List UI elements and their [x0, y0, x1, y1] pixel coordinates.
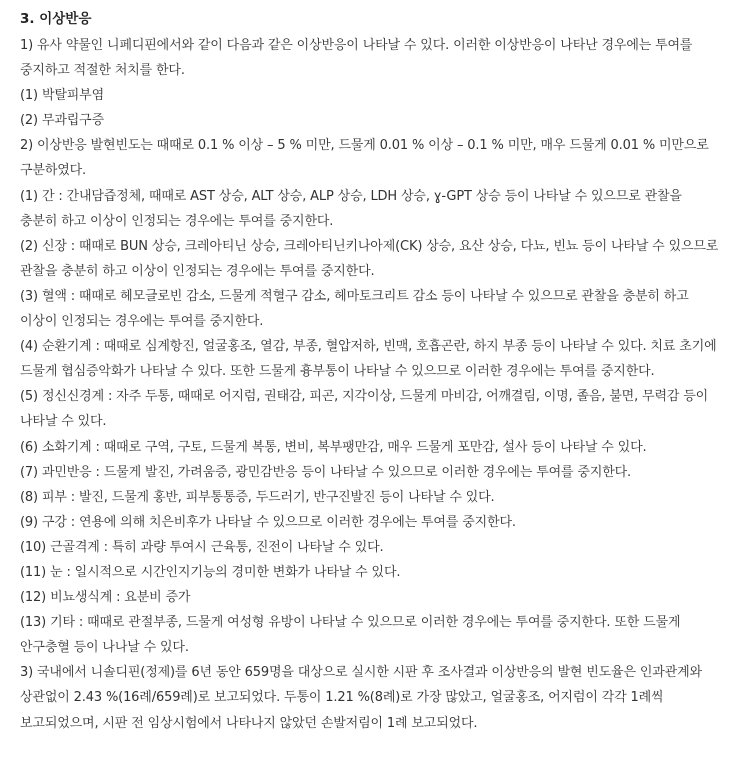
item-digestive: (6) 소화기계 : 때때로 구역, 구토, 드물게 복통, 변비, 복부팽만감, 매우 드물게 포만감, 설사 등이 나타날 수 있다. — [20, 439, 647, 455]
item-kidney: (2) 신장 : 때때로 BUN 상승, 크레아티닌 상승, 크레아티닌키나아제(CK) 상승, 요산 상승, 다뇨, 빈뇨 등이 나타날 수 있으므로 관찰을 충분히 하고 이상이 인정되는 경우에는 투여를 중지한다. — [20, 238, 719, 279]
item-urogenital: (12) 비뇨생식계 : 요분비 증가 — [20, 590, 191, 606]
para-frequency-definition: 2) 이상반응 발현빈도는 때때로 0.1 % 이상 – 5 % 미만, 드물게 0.01 % 이상 – 0.1 % 미만, 매우 드물게 0.01 % 미만으로 구분하였다. — [20, 138, 709, 179]
item-exfoliative-dermatitis: (1) 박탈피부염 — [20, 88, 104, 104]
item-neuropsychiatric: (5) 정신신경계 : 자주 두통, 때때로 어지럼, 권태감, 피곤, 지각이상, 드물게 마비감, 어깨결림, 이명, 졸음, 불면, 무력감 등이 나타날 수 있다. — [20, 389, 709, 430]
item-agranulocytosis: (2) 무과립구증 — [20, 113, 104, 129]
para-postmarketing-survey: 3) 국내에서 니솔디핀(정제)를 6년 동안 659명을 대상으로 실시한 시판 후 조사결과 이상반응의 발현 빈도율은 인과관계와 상관없이 2.43 %(16례/659례)로 보고되었다. 두통이 1.21 %(8례)로 가장 많았고, 얼굴홍조, 어지럼이 각각 1례씩 보고되었으며, 시판 전 임상시험에서 나타나지 않았던 손발저림이 1례 보고되었다. — [20, 665, 702, 731]
item-blood: (3) 혈액 : 때때로 헤모글로빈 감소, 드물게 적혈구 감소, 헤마토크리트 감소 등이 나타날 수 있으므로 관찰을 충분히 하고 이상이 인정되는 경우에는 투여를 중지한다. — [20, 288, 689, 330]
item-skin: (8) 피부 : 발진, 드물게 홍반, 피부통통증, 두드러기, 반구진발진 등이 나타날 수 있다. — [20, 489, 495, 505]
para-intro: 1) 유사 약물인 니페디핀에서와 같이 다음과 같은 이상반응이 나타날 수 있다. 이러한 이상반응이 나타난 경우에는 투여를 중지하고 적절한 처치를 한다. — [20, 38, 693, 79]
item-other: (13) 기타 : 때때로 관절부종, 드물게 여성형 유방이 나타날 수 있으므로 이러한 경우에는 투여를 중지한다. 또한 드물게 안구충혈 등이 나나날 수 있다. — [20, 615, 681, 656]
item-cardiovascular: (4) 순환기계 : 때때로 심계항진, 얼굴홍조, 열감, 부종, 혈압저하, 빈맥, 호흡곤란, 하지 부종 등이 나타날 수 있다. 치료 초기에 드물게 협심증악화가 나타날 수 있다. 또한 드물게 흉부통이 나타날 수 있으므로 이러한 경우에는 투여를 중지한다. — [20, 339, 717, 380]
item-oral: (9) 구강 : 연용에 의해 치은비후가 나타날 수 있으므로 이러한 경우에는 투여를 중지한다. — [20, 514, 516, 530]
item-hypersensitivity: (7) 과민반응 : 드물게 발진, 가려움증, 광민감반응 등이 나타날 수 있으므로 이러한 경우에는 투여를 중지한다. — [20, 464, 632, 480]
item-eye: (11) 눈 : 일시적으로 시간인지기능의 경미한 변화가 나타날 수 있다. — [20, 564, 401, 580]
item-musculoskeletal: (10) 근골격계 : 특히 과량 투여시 근육통, 진전이 나타날 수 있다. — [20, 539, 384, 555]
item-liver: (1) 간 : 간내담즙정체, 때때로 AST 상승, ALT 상승, ALP 상승, LDH 상승, ɣ-GPT 상승 등이 나타날 수 있으므로 관찰을 충분히 하고 이상이 인정되는 경우에는 투여를 중지한다. — [20, 188, 682, 229]
section-title: 3. 이상반응 — [20, 11, 92, 27]
